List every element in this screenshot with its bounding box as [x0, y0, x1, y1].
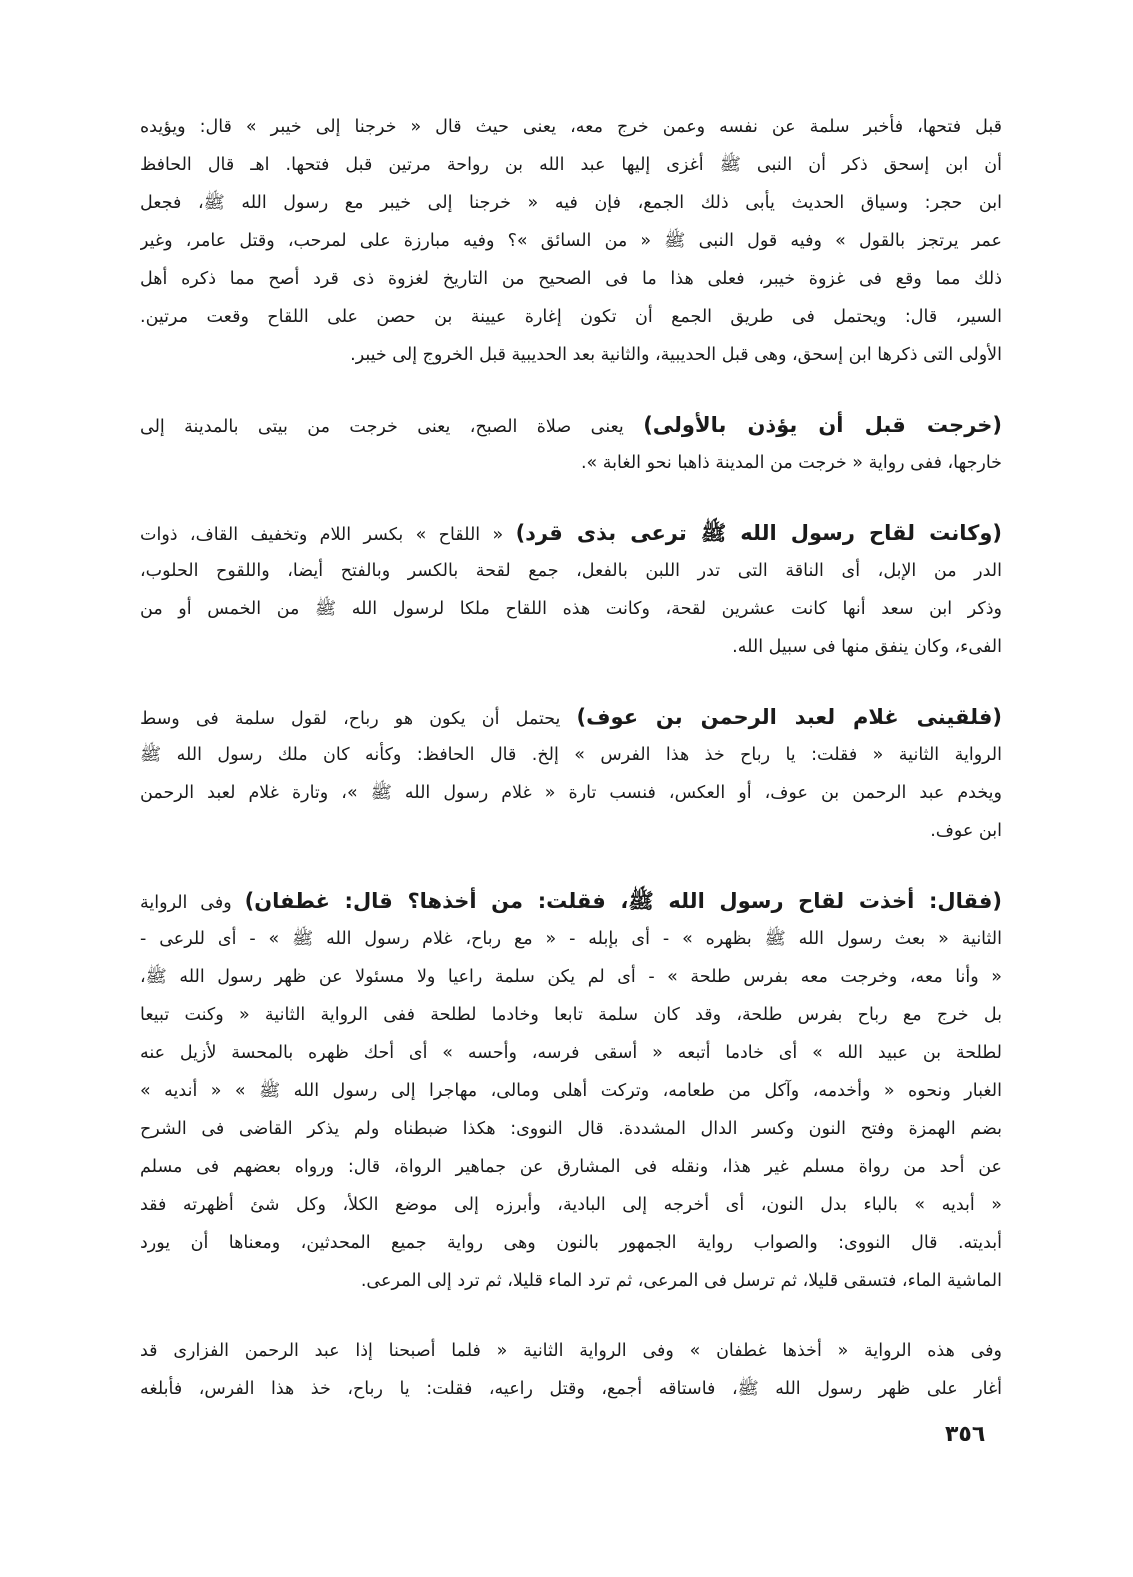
paragraph-heading: (وكانت لقاح رسول الله ﷺ ترعى بذى قرد) [515, 521, 1002, 545]
line-text: يعنى صلاة الصبح، يعنى خرجت من بيتى بالمدينة إلى [140, 417, 644, 437]
text-line [140, 146, 1002, 184]
text-line [140, 958, 1002, 996]
paragraph [140, 406, 1002, 482]
text-line [140, 514, 1002, 552]
line-text: الرواية الثانية « فقلت: يا رباح خذ هذا الفرس » إلخ. قال الحافظ: وكأنه كان ملك رسول الله ﷺ [140, 745, 1002, 765]
line-text: عمر يرتجز بالقول » وفيه قول النبى ﷺ « من السائق »؟ وفيه مبارزة على لمرحب، وقتل عامر، وغير [140, 231, 1002, 251]
text-line [140, 736, 1002, 774]
paragraph-heading: (فقال: أخذت لقاح رسول الله ﷺ، فقلت: من أخذها؟ قال: غطفان) [244, 889, 1002, 913]
text-line [140, 1186, 1002, 1224]
line-text: يحتمل أن يكون هو رباح، لقول سلمة فى وسط [140, 709, 577, 729]
text-line [140, 552, 1002, 590]
line-text: لطلحة بن عبيد الله » أى خادما أتبعه « أسقى فرسه، وأحسه » أى أحك ظهره بالمحسة لأزيل عنه [140, 1043, 1002, 1063]
line-text: ابن حجر: وسياق الحديث يأبى ذلك الجمع، فإن فيه « خرجنا إلى خيبر مع رسول الله ﷺ، فجعل [140, 193, 1002, 213]
text-line [140, 1072, 1002, 1110]
text-line [140, 1224, 1002, 1262]
document-body [140, 108, 1002, 1440]
line-text: ذلك مما وقع فى غزوة خيبر، فعلى هذا ما فى الصحيح من التاريخ لغزوة ذى قرد أصح مما ذكره أهل [140, 269, 1002, 289]
line-text: الفىء، وكان ينفق منها فى سبيل الله. [732, 637, 1002, 657]
text-line [140, 1332, 1002, 1370]
text-line [140, 628, 1002, 666]
text-line [140, 1370, 1002, 1408]
line-text: الثانية « بعث رسول الله ﷺ بظهره » - أى بإبله - « مع رباح، غلام رسول الله ﷺ » - أى للرعى - [140, 929, 1002, 949]
text-line [140, 222, 1002, 260]
line-text: عن أحد من رواة مسلم غير هذا، ونقله فى المشارق عن جماهير الرواة، قال: ورواه بعضهم فى مسلم [140, 1157, 1002, 1177]
line-text: الغبار ونحوه « وأخدمه، وآكل من طعامه، وتركت أهلى ومالى، مهاجرا إلى رسول الله ﷺ » « أنديه » [140, 1081, 1002, 1101]
page-number: ٣٥٦ [945, 1422, 986, 1447]
text-line [140, 406, 1002, 444]
line-text: الماشية الماء، فتسقى قليلا، ثم ترسل فى المرعى، ثم ترد الماء قليلا، ثم ترد إلى المرعى. [360, 1271, 1002, 1291]
line-text: « أبديه » بالباء بدل النون، أى أخرجه إلى البادية، وأبرزه إلى موضع الكلأ، وكل شئ أظهرته فقد [140, 1195, 1002, 1215]
line-text: أغار على ظهر رسول الله ﷺ، فاستاقه أجمع، وقتل راعيه، فقلت: يا رباح، خذ هذا الفرس، فأبلغه [140, 1379, 1002, 1399]
line-text: وفى هذه الرواية « أخذها غطفان » وفى الرواية الثانية « فلما أصبحنا إذا عبد الرحمن الفزارى قد [140, 1341, 1002, 1361]
text-line [140, 336, 1002, 374]
text-line [140, 1262, 1002, 1300]
paragraph [140, 882, 1002, 1300]
paragraph-heading: (خرجت قبل أن يؤذن بالأولى) [643, 413, 1002, 437]
line-text: أن ابن إسحق ذكر أن النبى ﷺ أغزى إليها عبد الله بن رواحة مرتين قبل فتحها. اهـ قال الحافظ [140, 155, 1002, 175]
text-line [140, 812, 1002, 850]
line-text: وفى الرواية [140, 893, 245, 913]
paragraph-heading: (فلقينى غلام لعبد الرحمن بن عوف) [576, 705, 1002, 729]
text-line [140, 1034, 1002, 1072]
paragraph [140, 514, 1002, 666]
text-line [140, 590, 1002, 628]
line-text: بل خرج مع رباح بفرس طلحة، وقد كان سلمة تابعا وخادما لطلحة ففى الرواية الثانية « وكنت تبيعا [140, 1005, 1002, 1025]
text-line [140, 1110, 1002, 1148]
paragraph [140, 698, 1002, 850]
line-text: الدر من الإبل، أى الناقة التى تدر اللبن بالفعل، جمع لقحة بالكسر وبالفتح أيضا، واللقوح الحلوب، [140, 561, 1002, 581]
text-line [140, 260, 1002, 298]
text-line [140, 184, 1002, 222]
paragraph [140, 108, 1002, 374]
text-line [140, 996, 1002, 1034]
line-text: السير، قال: ويحتمل فى طريق الجمع أن تكون إغارة عيينة بن حصن على اللقاح وقعت مرتين. [140, 307, 1002, 327]
line-text: قبل فتحها، فأخبر سلمة عن نفسه وعمن خرج معه، يعنى حيث قال « خرجنا إلى خيبر » قال: ويؤيده [140, 117, 1002, 137]
text-line [140, 444, 1002, 482]
paragraph [140, 1332, 1002, 1408]
text-line [140, 920, 1002, 958]
text-line [140, 108, 1002, 146]
text-line [140, 1148, 1002, 1186]
line-text: وذكر ابن سعد أنها كانت عشرين لقحة، وكانت هذه اللقاح ملكا لرسول الله ﷺ من الخمس أو من [140, 599, 1002, 619]
text-line [140, 298, 1002, 336]
text-line [140, 698, 1002, 736]
line-text: ابن عوف. [930, 821, 1002, 841]
text-line [140, 774, 1002, 812]
line-text: « وأنا معه، وخرجت معه بفرس طلحة » - أى لم يكن سلمة راعيا ولا مسئولا عن ظهر رسول الله ﷺ، [140, 967, 1002, 987]
line-text: « اللقاح » بكسر اللام وتخفيف القاف، ذوات [140, 525, 516, 545]
line-text: الأولى التى ذكرها ابن إسحق، وهى قبل الحديبية، والثانية بعد الحديبية قبل الخروج إلى خيبر. [350, 345, 1002, 365]
line-text: ويخدم عبد الرحمن بن عوف، أو العكس، فنسب تارة « غلام رسول الله ﷺ »، وتارة غلام لعبد الرحمن [140, 783, 1002, 803]
line-text: أبديته. قال النووى: والصواب رواية الجمهور بالنون وهى رواية جميع المحدثين، ومعناها أن يورد [140, 1233, 1002, 1253]
line-text: خارجها، ففى رواية « خرجت من المدينة ذاهبا نحو الغابة ». [580, 453, 1002, 473]
text-line [140, 882, 1002, 920]
line-text: بضم الهمزة وفتح النون وكسر الدال المشددة. قال النووى: هكذا ضبطناه ولم يذكر القاضى فى الشرح [140, 1119, 1002, 1139]
